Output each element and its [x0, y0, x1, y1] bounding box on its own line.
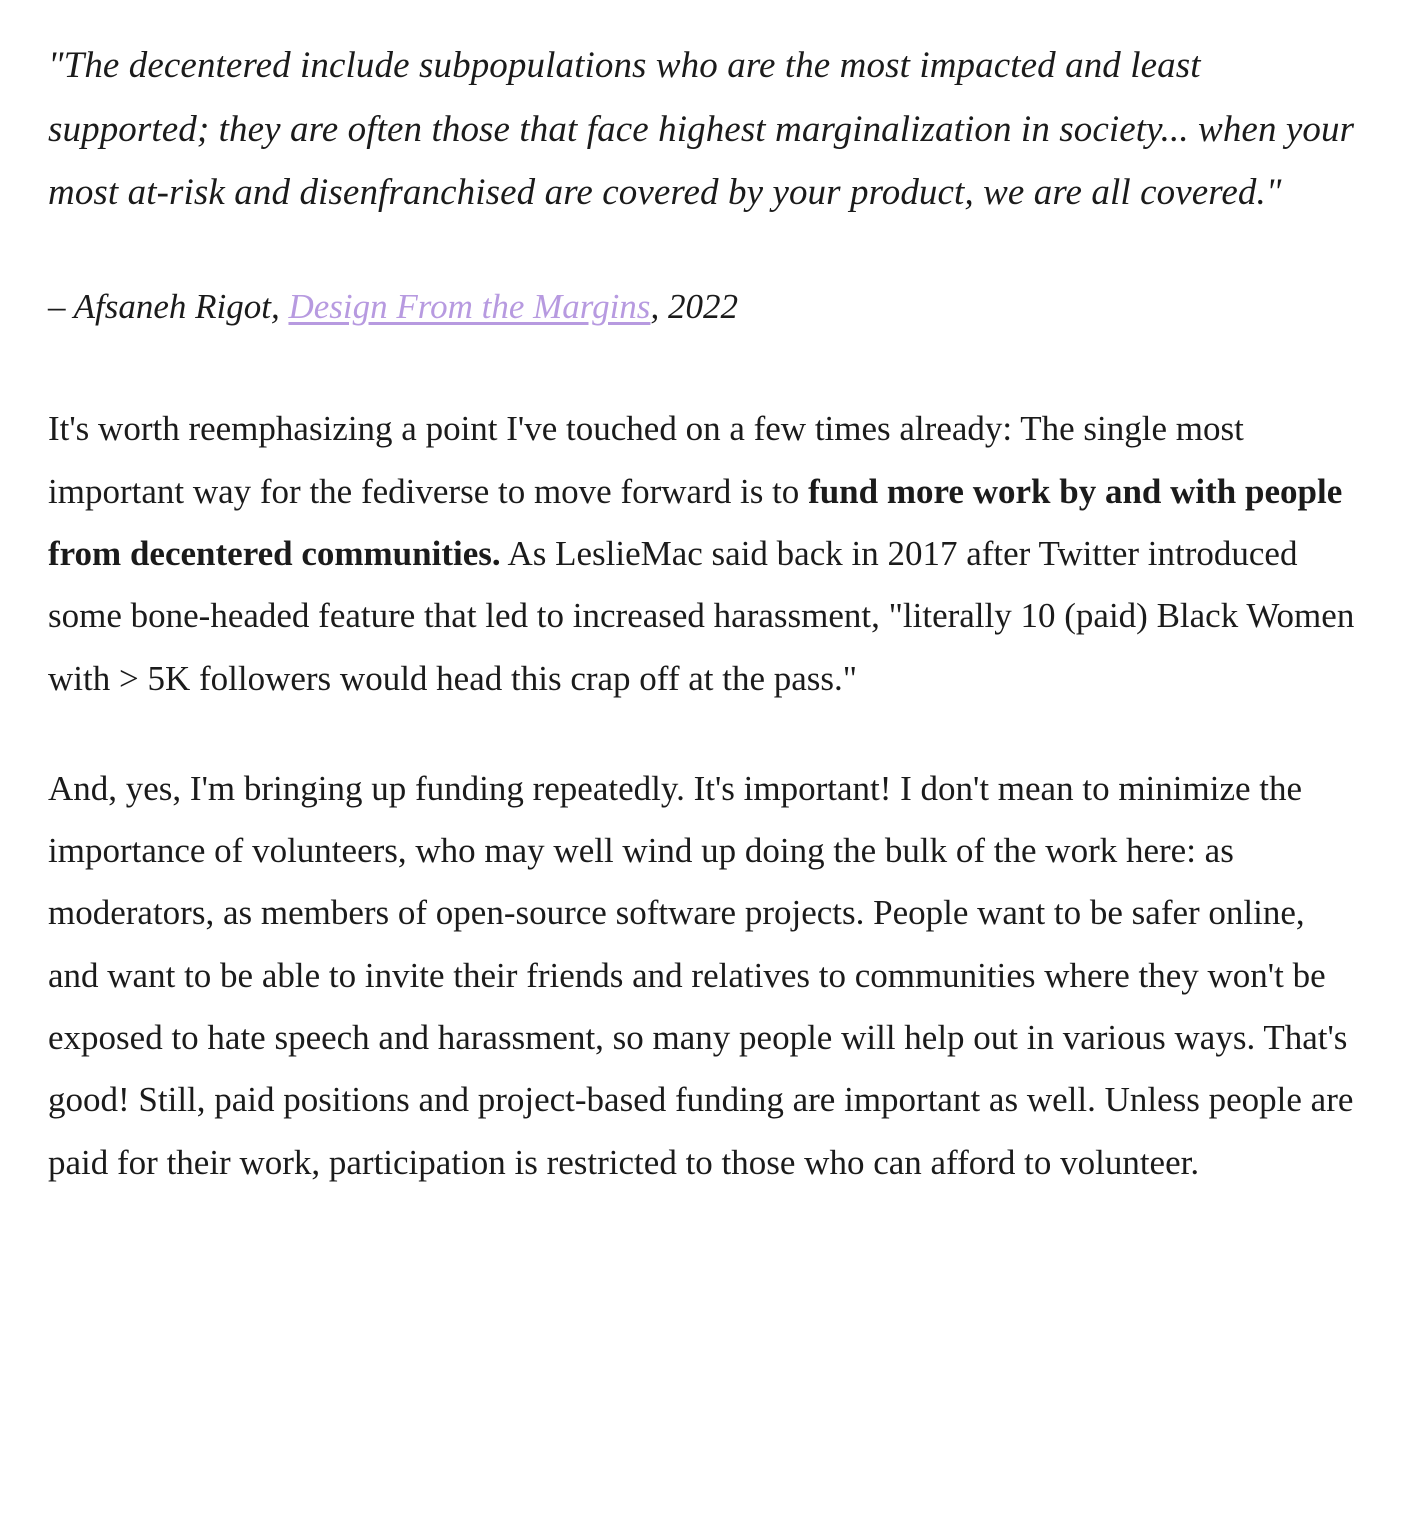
body-paragraph-2 — [48, 758, 1358, 1194]
pull-quote: "The decentered include subpopulations who are the most impacted and least supported; they are often those that face highest marginalization in society... when your most at-risk and disenfranchised are covered by your product, we are all covered." — [48, 45, 1355, 214]
attribution-author: – Afsaneh Rigot, — [48, 286, 289, 326]
source-link[interactable]: Design From the Margins — [288, 286, 651, 326]
quote-attribution — [48, 277, 1358, 337]
paragraph-segment: And, yes, I'm bringing up funding repeatedly. It's important! I don't mean to minimize the importance of volunteers, who may well wind up doing the bulk of the work here: as moderators, as members of open-source software projects. People want to be safer online, and want to be able to invite their friends and relatives to communities where they won't be exposed to hate speech and harassment, so many people will help out in various ways. That's good! Still, paid positions and project-based funding are important as well. Unless people are paid for their work, participation is restricted to those who can afford to volunteer. — [48, 768, 1354, 1182]
paragraph-segment-bold: fund more work by and with people from decentered communities. — [48, 471, 1343, 573]
attribution-year: , 2022 — [650, 286, 738, 326]
body-paragraph-1 — [48, 398, 1358, 709]
paragraph-segment: It's worth reemphasizing a point I've touched on a few times already: The single most important way for the fediverse to move forward is to — [48, 409, 1244, 511]
paragraph-segment: As LeslieMac said back in 2017 after Twitter introduced some bone-headed feature that led to increased harassment, "literally 10 (paid) Black Women with > 5K followers would head this crap off at the pass." — [48, 533, 1355, 698]
